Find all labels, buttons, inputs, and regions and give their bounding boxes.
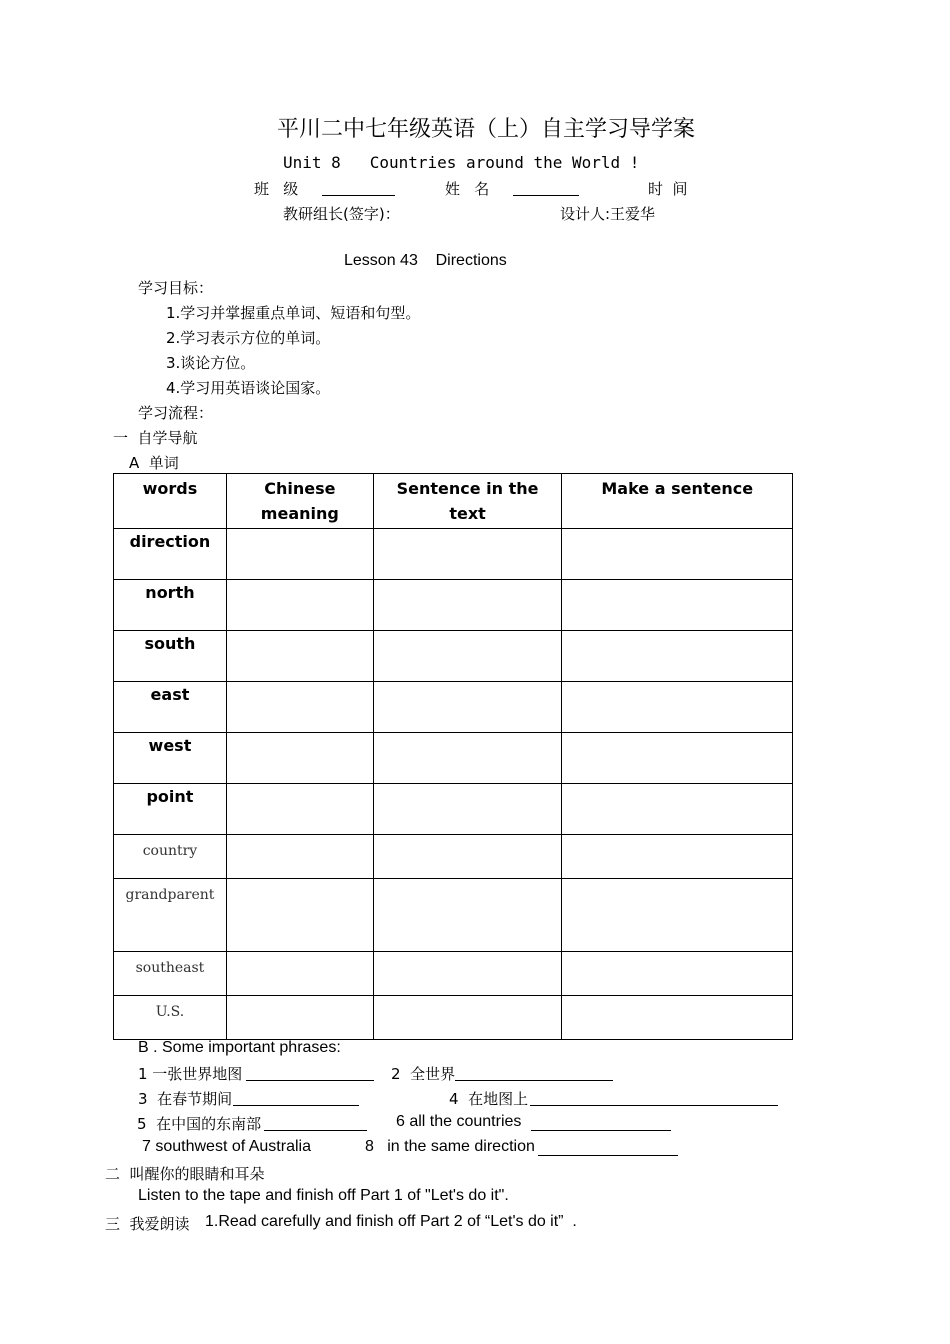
phrase-blank[interactable] — [264, 1115, 367, 1131]
table-row — [114, 631, 793, 682]
phrase-item: 8 in the same direction — [365, 1138, 535, 1155]
name-blank — [513, 180, 579, 196]
section3-heading: 三 我爱朗读 — [105, 1215, 190, 1233]
phrase-item: 6 all the countries — [396, 1113, 522, 1130]
phrase-blank[interactable] — [246, 1065, 374, 1081]
word-cell: north — [114, 580, 227, 631]
answer-cell[interactable] — [562, 733, 793, 784]
answer-cell[interactable] — [562, 835, 793, 879]
class-label: 班 级 — [254, 180, 299, 198]
table-row — [114, 580, 793, 631]
answer-cell[interactable] — [226, 879, 373, 952]
answer-cell[interactable] — [373, 631, 562, 682]
phrase-item: 7 southwest of Australia — [142, 1138, 311, 1155]
phrase-item: 5 在中国的东南部 — [137, 1115, 262, 1133]
section2-text: Listen to the tape and finish off Part 1 of "Let's do it". — [138, 1187, 509, 1204]
answer-cell[interactable] — [226, 784, 373, 835]
answer-cell[interactable] — [562, 682, 793, 733]
designer-label: 设计人:王爱华 — [560, 205, 656, 223]
answer-cell[interactable] — [373, 529, 562, 580]
answer-cell[interactable] — [226, 996, 373, 1040]
table-row — [114, 835, 793, 879]
class-blank — [322, 180, 395, 196]
word-cell: west — [114, 733, 227, 784]
answer-cell[interactable] — [373, 784, 562, 835]
goals-heading: 学习目标： — [138, 279, 214, 297]
answer-cell[interactable] — [562, 952, 793, 996]
goal-item: 1.学习并掌握重点单词、短语和句型。 — [166, 304, 421, 322]
header-sentence-in-text: Sentence in the text — [373, 474, 562, 529]
table-row — [114, 733, 793, 784]
unit-title: Unit 8 Countries around the World ! — [283, 153, 640, 172]
answer-cell[interactable] — [373, 996, 562, 1040]
answer-cell[interactable] — [373, 682, 562, 733]
word-cell: southeast — [114, 952, 227, 996]
lesson-title: Lesson 43 Directions — [344, 252, 507, 269]
section2-heading: 二 叫醒你的眼睛和耳朵 — [105, 1165, 265, 1183]
answer-cell[interactable] — [226, 529, 373, 580]
vocabulary-table — [113, 473, 793, 1040]
time-label: 时 间 — [648, 180, 688, 198]
answer-cell[interactable] — [562, 784, 793, 835]
word-cell: U.S. — [114, 996, 227, 1040]
section1-heading: 一 自学导航 — [113, 429, 198, 447]
answer-cell[interactable] — [373, 879, 562, 952]
goal-item: 2.学习表示方位的单词。 — [166, 329, 331, 347]
phrase-blank[interactable] — [233, 1090, 359, 1106]
goal-item: 4.学习用英语谈论国家。 — [166, 379, 331, 397]
goal-item: 3.谈论方位。 — [166, 354, 256, 372]
table-row — [114, 529, 793, 580]
word-cell: east — [114, 682, 227, 733]
answer-cell[interactable] — [373, 733, 562, 784]
answer-cell[interactable] — [373, 952, 562, 996]
table-header-row — [114, 474, 793, 529]
phrase-blank[interactable] — [531, 1115, 671, 1131]
table-row — [114, 784, 793, 835]
table-row — [114, 952, 793, 996]
header-words: words — [114, 474, 227, 529]
word-cell: grandparent — [114, 879, 227, 952]
table-row — [114, 682, 793, 733]
table-row — [114, 879, 793, 952]
reviewer-label: 教研组长(签字)： — [283, 205, 400, 223]
answer-cell[interactable] — [226, 682, 373, 733]
word-cell: point — [114, 784, 227, 835]
answer-cell[interactable] — [562, 631, 793, 682]
phrase-item: 4 在地图上 — [449, 1090, 529, 1108]
phrase-item: 1 一张世界地图 — [138, 1065, 243, 1083]
answer-cell[interactable] — [373, 835, 562, 879]
answer-cell[interactable] — [562, 996, 793, 1040]
phrase-blank[interactable] — [538, 1140, 678, 1156]
word-cell: south — [114, 631, 227, 682]
phrase-item: 2 全世界 — [391, 1065, 456, 1083]
answer-cell[interactable] — [373, 580, 562, 631]
answer-cell[interactable] — [562, 580, 793, 631]
table-row — [114, 996, 793, 1040]
header-make-sentence: Make a sentence — [562, 474, 793, 529]
section3-text: 1.Read carefully and finish off Part 2 of “Let's do it” . — [205, 1213, 577, 1230]
answer-cell[interactable] — [562, 879, 793, 952]
phrase-blank[interactable] — [530, 1090, 778, 1106]
phrase-blank[interactable] — [455, 1065, 613, 1081]
answer-cell[interactable] — [226, 835, 373, 879]
phrase-item: 3 在春节期间 — [138, 1090, 233, 1108]
page-title: 平川二中七年级英语（上）自主学习导学案 — [277, 117, 696, 142]
section1a-heading: A 单词 — [129, 454, 179, 472]
word-cell: country — [114, 835, 227, 879]
answer-cell[interactable] — [562, 529, 793, 580]
process-heading: 学习流程： — [138, 404, 214, 422]
word-cell: direction — [114, 529, 227, 580]
name-label: 姓 名 — [445, 180, 490, 198]
answer-cell[interactable] — [226, 580, 373, 631]
answer-cell[interactable] — [226, 631, 373, 682]
header-chinese-meaning: Chinese meaning — [226, 474, 373, 529]
phrases-heading: B . Some important phrases: — [138, 1039, 341, 1056]
answer-cell[interactable] — [226, 733, 373, 784]
answer-cell[interactable] — [226, 952, 373, 996]
